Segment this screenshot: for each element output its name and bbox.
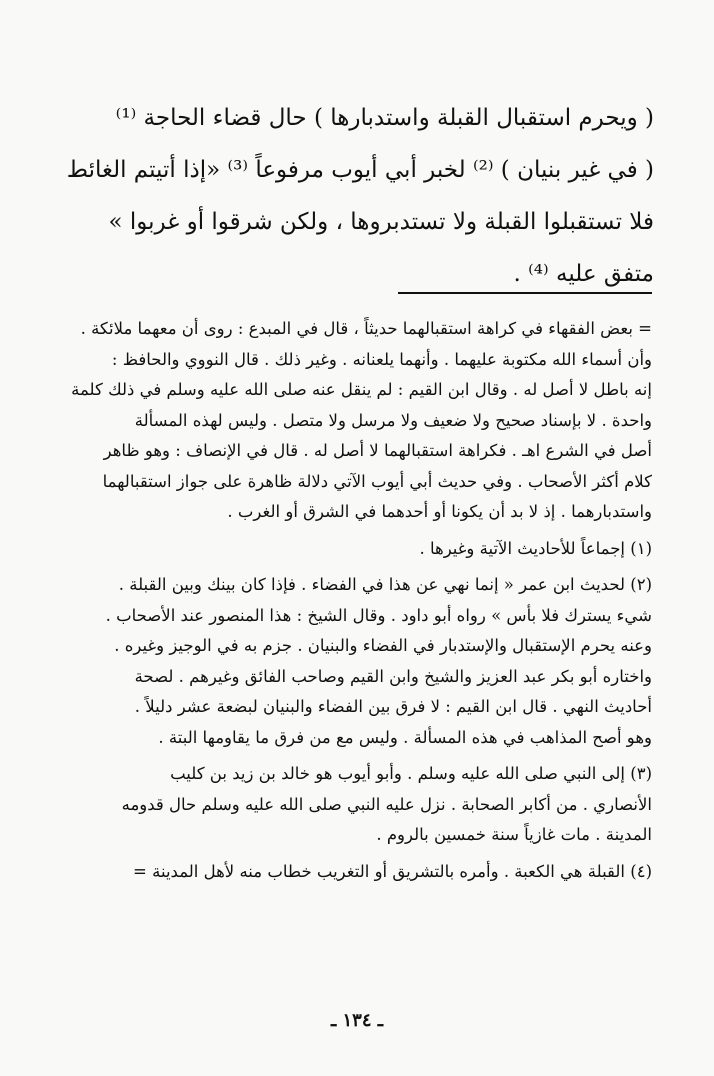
main-text-line: فلا تستقبلوا القبلة ولا تستدبروها ، ولكن شرقوا أو غربوا » — [108, 209, 654, 235]
footnote-line: (٤) القبلة هي الكعبة . وأمره بالتشريق أو التغريب خطاب منه لأهل المدينة = — [133, 861, 652, 881]
main-text-line: ( ويحرم استقبال القبلة واستدبارها ) حال قضاء الحاجة ⁽¹⁾ — [115, 105, 654, 131]
footnote-line: (١) إجماعاً للأحاديث الآتية وغيرها . — [419, 538, 652, 558]
footnote-2 — [42, 570, 652, 753]
page-number: ـ ١٣٤ ـ — [330, 1010, 384, 1031]
main-text — [48, 92, 654, 300]
footnote-continuation — [42, 314, 652, 528]
footnote-line: وهو أصح المذاهب في هذه المسألة . وليس مع من فرق ما يقاومها البتة . — [158, 727, 652, 747]
footnote-line: واستدبارهما . إذ لا بد أن يكونا أو أحدهما في الشرق أو الغرب . — [227, 502, 652, 521]
footnote-line: (٣) إلى النبي صلى الله عليه وسلم . وأبو أيوب هو خالد بن زيد بن كليب — [170, 764, 652, 783]
footnote-line: واحدة . لا بإسناد صحيح ولا ضعيف ولا مرسل ولا متصل . وليس لهذه المسألة — [134, 410, 652, 430]
main-text-line: ( في غير بنيان ) ⁽²⁾ لخبر أبي أيوب مرفوعاً ⁽³⁾ «إذا أتيتم الغائط — [66, 157, 654, 183]
footnote-1 — [42, 534, 652, 565]
footnote-line: أحاديث النهي . قال ابن القيم : لا فرق بين الفضاء والبنيان لبضعة عشر دليلاً . — [134, 697, 652, 716]
footnote-line: وأن أسماء الله مكتوبة عليهما . وأنهما يلعنانه . وغير ذلك . قال النووي والحافظ : — [111, 349, 652, 369]
footnotes — [42, 314, 652, 887]
footnote-4 — [42, 857, 652, 888]
footnote-line: وعنه يحرم الإستقبال والإستدبار في الفضاء والبنيان . جزم به في الوجيز وغيره . — [114, 636, 652, 655]
main-text-line: متفق عليه ⁽⁴⁾ . — [513, 261, 654, 287]
footnote-3 — [42, 759, 652, 851]
footnote-line: إنه باطل لا أصل له . وقال ابن القيم : لم ينقل عنه صلى الله عليه وسلم في ذلك كلمة — [71, 380, 652, 399]
footnote-line: = بعض الفقهاء في كراهة استقبالهما حديثاً ، قال في المبدع : روى أن معهما ملائكة . — [80, 319, 652, 338]
footnote-separator — [398, 292, 652, 294]
footnote-line: الأنصاري . من أكابر الصحابة . نزل عليه النبي صلى الله عليه وسلم حال قدومه — [121, 794, 652, 814]
footnote-line: أصل في الشرع اهـ . فكراهة استقبالهما لا أصل له . قال في الإنصاف : وهو ظاهر — [103, 441, 652, 460]
footnote-line: شيء يسترك فلا بأس » رواه أبو داود . وقال الشيخ : هذا المنصور عند الأصحاب . — [105, 605, 652, 625]
footnote-line: كلام أكثر الأصحاب . وفي حديث أبي أيوب الآتي دلالة ظاهرة على جواز استقبالهما — [102, 471, 652, 491]
footnote-line: (٢) لحديث ابن عمر « إنما نهي عن هذا في الفضاء . فإذا كان بينك وبين القبلة . — [118, 575, 652, 594]
footnote-line: واختاره أبو بكر عبد العزيز والشيخ وابن القيم وصاحب الفائق وغيرهم . لصحة — [134, 666, 652, 686]
footnote-line: المدينة . مات غازياً سنة خمسين بالروم . — [376, 825, 652, 844]
